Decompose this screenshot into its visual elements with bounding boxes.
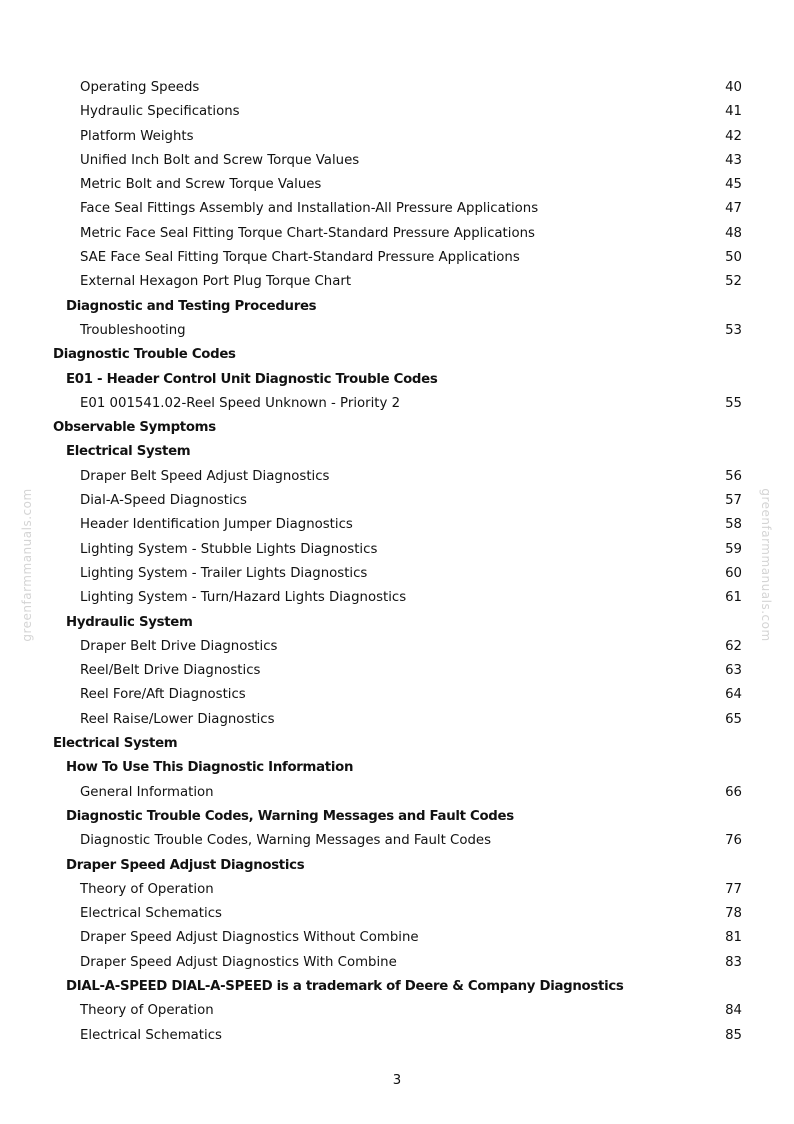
- toc-entry-page-number: 77: [725, 881, 742, 897]
- toc-entry[interactable]: [0, 513, 794, 537]
- toc-entry-label: Draper Speed Adjust Diagnostics Without Combine: [80, 930, 419, 946]
- toc-entry-label: External Hexagon Port Plug Torque Chart: [80, 274, 352, 290]
- toc-entry-label: General Information: [80, 784, 214, 800]
- page-number: 3: [392, 1073, 402, 1088]
- toc-entry[interactable]: [0, 829, 794, 853]
- toc-entry-page-number: 55: [725, 395, 742, 411]
- toc-heading[interactable]: [0, 416, 794, 440]
- toc-entry[interactable]: [0, 125, 794, 149]
- toc-entry-page-number: 57: [725, 493, 742, 509]
- toc-entry-label: Diagnostic Trouble Codes: [53, 347, 236, 363]
- toc-entry[interactable]: [0, 197, 794, 221]
- toc-entry-page-number: 65: [725, 711, 742, 727]
- toc-entry-page-number: 83: [725, 954, 742, 970]
- toc-entry-label: Observable Symptoms: [53, 420, 216, 436]
- toc-subheading[interactable]: [0, 975, 794, 999]
- toc-entry-label: Theory of Operation: [80, 881, 214, 897]
- watermark-right: greenfarmmanuals.com: [759, 488, 773, 642]
- toc-entry-label: Draper Speed Adjust Diagnostics: [66, 857, 305, 873]
- toc-entry-page-number: 58: [725, 517, 742, 533]
- toc-entry-page-number: 40: [725, 80, 742, 95]
- toc-entry-page-number: 45: [725, 177, 742, 193]
- toc-entry-label: Hydraulic Specifications: [80, 104, 240, 120]
- toc-entry-page-number: 59: [725, 541, 742, 557]
- toc-entry-label: Electrical System: [53, 736, 178, 752]
- toc-entry-page-number: 48: [725, 225, 742, 241]
- toc-entry-page-number: 56: [725, 468, 742, 484]
- toc-entry-page-number: 42: [725, 128, 742, 144]
- toc-entry-label: Electrical Schematics: [80, 906, 222, 922]
- toc-entry-label: E01 - Header Control Unit Diagnostic Trouble Codes: [66, 371, 438, 387]
- toc-subheading[interactable]: [0, 756, 794, 780]
- toc-entry-page-number: 47: [725, 201, 742, 217]
- toc-entry-label: Face Seal Fittings Assembly and Installation-All Pressure Applications: [80, 201, 539, 217]
- toc-heading[interactable]: [0, 732, 794, 756]
- toc-entry[interactable]: [0, 319, 794, 343]
- toc-entry-label: Theory of Operation: [80, 1003, 214, 1019]
- toc-entry[interactable]: [0, 1024, 794, 1048]
- toc-subheading[interactable]: [0, 295, 794, 319]
- toc-entry-page-number: 78: [725, 906, 742, 922]
- toc-entry-label: DIAL-A-SPEED DIAL-A-SPEED is a trademark of Deere & Company Diagnostics: [66, 978, 624, 994]
- toc-subheading[interactable]: [0, 368, 794, 392]
- toc-heading[interactable]: [0, 343, 794, 367]
- toc-entry[interactable]: [0, 173, 794, 197]
- toc-entry-label: Hydraulic System: [66, 614, 193, 630]
- toc-entry[interactable]: [0, 683, 794, 707]
- toc-entry-label: SAE Face Seal Fitting Torque Chart-Standard Pressure Applications: [80, 250, 520, 266]
- toc-entry-label: Lighting System - Turn/Hazard Lights Diagnostics: [80, 590, 407, 606]
- watermark-left: greenfarmmanuals.com: [20, 488, 34, 642]
- toc-entry[interactable]: [0, 100, 794, 124]
- toc-entry-label: Electrical System: [66, 444, 191, 460]
- toc-entry[interactable]: [0, 76, 794, 100]
- toc-entry[interactable]: [0, 926, 794, 950]
- toc-subheading[interactable]: [0, 611, 794, 635]
- toc-entry-label: How To Use This Diagnostic Information: [66, 760, 354, 776]
- toc-entry-page-number: 50: [725, 250, 742, 266]
- toc-entry-label: Draper Speed Adjust Diagnostics With Combine: [80, 954, 397, 970]
- toc-entry[interactable]: [0, 586, 794, 610]
- toc-entry-page-number: 43: [725, 152, 742, 168]
- toc-entry[interactable]: [0, 999, 794, 1023]
- toc-subheading[interactable]: [0, 440, 794, 464]
- toc-entry[interactable]: [0, 562, 794, 586]
- toc-entry-label: Reel Fore/Aft Diagnostics: [80, 687, 246, 703]
- toc-entry-label: Lighting System - Trailer Lights Diagnostics: [80, 565, 368, 581]
- toc-entry-label: Header Identification Jumper Diagnostics: [80, 517, 353, 533]
- toc-entry-page-number: 84: [725, 1003, 742, 1019]
- toc-entry-page-number: 76: [725, 833, 742, 849]
- toc-entry-label: E01 001541.02-Reel Speed Unknown - Priority 2: [80, 395, 401, 411]
- toc-entry-label: Reel Raise/Lower Diagnostics: [80, 711, 275, 727]
- toc-entry-label: Diagnostic and Testing Procedures: [66, 298, 317, 314]
- toc-entry-page-number: 61: [725, 590, 742, 606]
- toc-entry-label: Unified Inch Bolt and Screw Torque Values: [80, 152, 360, 168]
- toc-entry[interactable]: [0, 878, 794, 902]
- toc-entry-label: Dial-A-Speed Diagnostics: [80, 493, 247, 509]
- toc-entry-label: Electrical Schematics: [80, 1027, 222, 1043]
- toc-entry[interactable]: [0, 270, 794, 294]
- toc-entry-label: Draper Belt Drive Diagnostics: [80, 638, 278, 654]
- toc-entry-label: Lighting System - Stubble Lights Diagnostics: [80, 541, 378, 557]
- toc-entry-label: Platform Weights: [80, 128, 194, 144]
- toc-entry-label: Troubleshooting: [80, 322, 186, 338]
- toc-entry-label: Diagnostic Trouble Codes, Warning Messages and Fault Codes: [66, 808, 514, 824]
- toc-entry[interactable]: [0, 659, 794, 683]
- toc-entry-label: Draper Belt Speed Adjust Diagnostics: [80, 468, 330, 484]
- toc-entry[interactable]: [0, 635, 794, 659]
- toc-entry-label: Operating Speeds: [80, 80, 200, 95]
- toc-entry[interactable]: [0, 951, 794, 975]
- toc-entry[interactable]: [0, 465, 794, 489]
- toc-entry-label: Metric Face Seal Fitting Torque Chart-Standard Pressure Applications: [80, 225, 535, 241]
- toc-entry-page-number: 66: [725, 784, 742, 800]
- toc-subheading[interactable]: [0, 805, 794, 829]
- toc-entry-page-number: 52: [725, 274, 742, 290]
- toc-entry[interactable]: [0, 222, 794, 246]
- toc-entry-page-number: 85: [725, 1027, 742, 1043]
- toc-entry-label: Reel/Belt Drive Diagnostics: [80, 663, 261, 679]
- toc-entry[interactable]: [0, 489, 794, 513]
- table-of-contents: [0, 76, 794, 1048]
- toc-entry[interactable]: [0, 538, 794, 562]
- toc-entry-page-number: 53: [725, 322, 742, 338]
- toc-subheading[interactable]: [0, 854, 794, 878]
- toc-entry[interactable]: [0, 246, 794, 270]
- toc-entry[interactable]: [0, 781, 794, 805]
- toc-entry[interactable]: [0, 708, 794, 732]
- toc-entry-page-number: 62: [725, 638, 742, 654]
- toc-entry[interactable]: [0, 149, 794, 173]
- toc-entry-page-number: 60: [725, 565, 742, 581]
- toc-entry-page-number: 63: [725, 663, 742, 679]
- toc-entry-page-number: 81: [725, 930, 742, 946]
- toc-entry-page-number: 64: [725, 687, 742, 703]
- toc-entry[interactable]: [0, 902, 794, 926]
- toc-entry[interactable]: [0, 392, 794, 416]
- toc-entry-label: Metric Bolt and Screw Torque Values: [80, 177, 322, 193]
- toc-entry-label: Diagnostic Trouble Codes, Warning Messages and Fault Codes: [80, 833, 492, 849]
- toc-entry-page-number: 41: [725, 104, 742, 120]
